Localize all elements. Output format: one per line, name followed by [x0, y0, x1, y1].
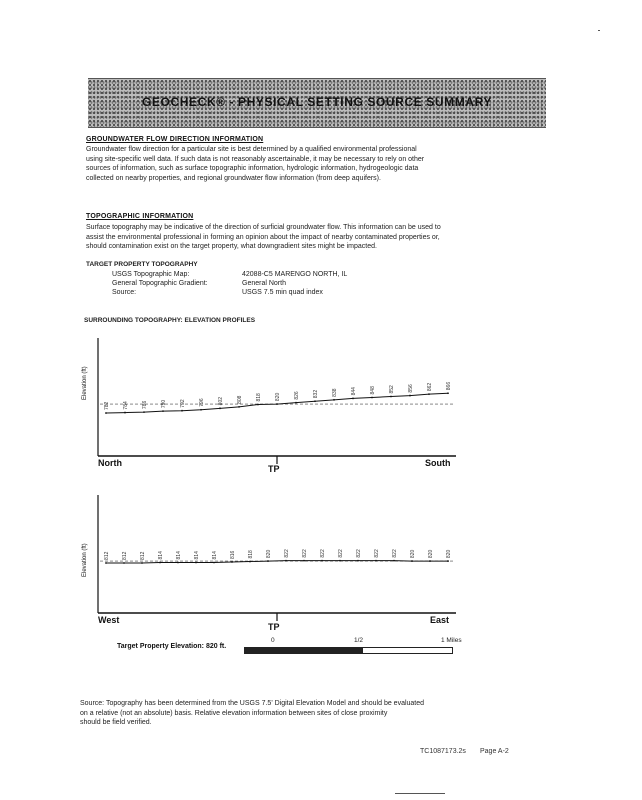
north-south-profile [82, 338, 461, 488]
scale-zero: 0 [271, 637, 275, 644]
footer-page: Page A-2 [480, 748, 509, 755]
profile-point [200, 409, 202, 411]
profile-value-label: 838 [331, 388, 338, 397]
profile-point [231, 561, 233, 563]
profile-value-label: 822 [283, 549, 290, 558]
profile-value-label: 790 [160, 399, 167, 409]
groundwater-line: sources of information, such as surface topographic information, hydrologic information, hydrogeologic data [86, 165, 419, 172]
profile-point [249, 561, 251, 563]
scale-half: 1/2 [354, 637, 364, 644]
profile-point [219, 407, 221, 409]
profile-point [276, 403, 278, 405]
profile-value-label: 822 [373, 549, 380, 558]
profile-point [303, 560, 305, 562]
topo-info-paragraph [86, 223, 556, 252]
profile-value-label: 826 [293, 391, 300, 400]
west-label: West [98, 615, 120, 625]
profile-value-label: 818 [247, 550, 254, 559]
profile-value-label: 816 [229, 550, 236, 560]
scale-bar-fill [245, 648, 363, 653]
profile-value-label: 786 [141, 400, 148, 410]
profile-value-label: 820 [427, 549, 434, 559]
profile-value-label: 822 [391, 549, 398, 558]
profiles-heading: SURROUNDING TOPOGRAPHY: ELEVATION PROFILES [84, 317, 256, 324]
ns-ylabel: Elevation (ft) [82, 366, 88, 400]
profile-value-label: 814 [175, 551, 182, 560]
profile-point [375, 560, 377, 562]
profile-point [295, 402, 297, 404]
profile-point [141, 562, 143, 564]
profile-point [371, 397, 373, 399]
profile-point [352, 398, 354, 400]
north-label: North [98, 458, 122, 468]
profile-point [357, 560, 359, 562]
profile-point [159, 562, 161, 564]
topo-info-line: assist the environmental professional in forming an opinion about the impact of nearby contaminated properties or, [86, 233, 440, 241]
profile-point [267, 560, 269, 562]
profile-value-label: 852 [388, 385, 395, 394]
target-elevation: Target Property Elevation: 820 ft. [117, 643, 227, 650]
profile-value-label: 832 [312, 389, 319, 399]
scan-speck [598, 30, 600, 31]
ns-tp-label: TP [268, 464, 280, 474]
profile-point [123, 562, 125, 564]
profile-point [428, 393, 430, 395]
source-value: USGS 7.5 min quad index [242, 289, 323, 296]
profile-value-label: 820 [409, 549, 416, 559]
profile-value-label: 812 [139, 551, 146, 560]
profile-value-label: 792 [179, 399, 186, 408]
topo-map-value: 42088-C5 MARENGO NORTH, IL [242, 271, 348, 278]
source-note-line: Source: Topography has been determined from the USGS 7.5' Digital Elevation Model and should be evaluated [80, 700, 425, 707]
profile-value-label: 848 [369, 386, 376, 395]
profile-point [181, 410, 183, 412]
topo-map-label: USGS Topographic Map: [112, 271, 190, 278]
east-label: East [430, 615, 450, 625]
source-label: Source: [112, 289, 137, 296]
profile-value-label: 784 [122, 401, 129, 410]
banner-title: GEOCHECK® - PHYSICAL SETTING SOURCE SUMMARY [142, 95, 492, 109]
profile-point [285, 560, 287, 562]
footer-doc-id: TC1087173.2s [420, 748, 466, 755]
profile-value-label: 820 [445, 549, 452, 559]
profile-value-label: 814 [157, 551, 164, 560]
south-label: South [425, 458, 451, 468]
source-note-line: should be field verified. [80, 719, 152, 726]
profile-value-label: 856 [407, 384, 414, 393]
profile-value-label: 844 [350, 387, 357, 396]
groundwater-paragraph [86, 145, 556, 183]
profile-point [314, 400, 316, 402]
topo-info-line: Surface topography may be indicative of the direction of surficial groundwater flow. This information can be used to [86, 224, 441, 231]
profile-point [238, 406, 240, 408]
source-note-line: on a relative (not an absolute) basis. Relative elevation information between sites of close proximity [80, 709, 388, 717]
profile-point [333, 399, 335, 401]
topo-info-line: should contamination exist on the target property, what downgradient sites might be impacted. [86, 243, 377, 250]
gradient-value: General North [242, 280, 286, 287]
gradient-label: General Topographic Gradient: [112, 280, 208, 287]
profile-point [257, 404, 259, 406]
source-note [80, 699, 550, 728]
scan-speck [395, 793, 445, 794]
target-topo-heading: TARGET PROPERTY TOPOGRAPHY [86, 261, 198, 268]
west-east-profile-chart [86, 495, 461, 635]
summary-banner [88, 78, 546, 128]
profile-value-label: 822 [337, 549, 344, 558]
profile-value-label: 866 [445, 381, 452, 391]
profile-value-label: 808 [236, 395, 243, 404]
profile-value-label: 820 [274, 392, 281, 402]
profile-point [124, 412, 126, 414]
scale-one: 1 Miles [441, 637, 462, 644]
profile-value-label: 818 [255, 393, 262, 402]
profile-value-label: 796 [198, 398, 205, 407]
profile-value-label: 820 [265, 549, 272, 559]
profile-point [447, 560, 449, 562]
groundwater-line: using site-specific well data. If such data is not reasonably ascertainable, it may be necessary to rely on other [86, 155, 425, 163]
profile-value-label: 822 [355, 549, 362, 558]
groundwater-heading: GROUNDWATER FLOW DIRECTION INFORMATION [86, 136, 264, 143]
profile-point [177, 562, 179, 564]
profile-point [195, 562, 197, 564]
profile-point [429, 560, 431, 562]
profile-point [162, 410, 164, 412]
profile-point [390, 396, 392, 398]
profile-value-label: 822 [301, 549, 308, 558]
profile-value-label: 802 [217, 396, 224, 406]
profile-point [213, 562, 215, 564]
profile-point [411, 560, 413, 562]
scale-bar [244, 647, 453, 654]
topo-info-heading: TOPOGRAPHIC INFORMATION [86, 213, 194, 220]
profile-value-label: 814 [193, 551, 200, 560]
profile-point [105, 412, 107, 414]
profile-point [339, 560, 341, 562]
profile-value-label: 822 [319, 549, 326, 558]
profile-value-label: 862 [426, 382, 433, 392]
profile-point [409, 395, 411, 397]
profile-value-label: 782 [103, 401, 110, 411]
profile-value-label: 812 [103, 551, 110, 560]
north-south-profile-chart [86, 338, 461, 478]
profile-point [321, 560, 323, 562]
groundwater-line: collected on nearby properties, and regional groundwater flow information (from deep aquifers). [86, 174, 381, 182]
west-east-profile [82, 495, 461, 645]
profile-value-label: 812 [121, 551, 128, 560]
profile-point [105, 562, 107, 564]
we-ylabel: Elevation (ft) [82, 543, 88, 577]
groundwater-line: Groundwater flow direction for a particular site is best determined by a qualified environmental professional [86, 146, 417, 153]
we-tp-label: TP [268, 622, 280, 632]
profile-value-label: 814 [211, 551, 218, 560]
profile-point [447, 392, 449, 394]
profile-point [393, 560, 395, 562]
profile-point [143, 411, 145, 413]
